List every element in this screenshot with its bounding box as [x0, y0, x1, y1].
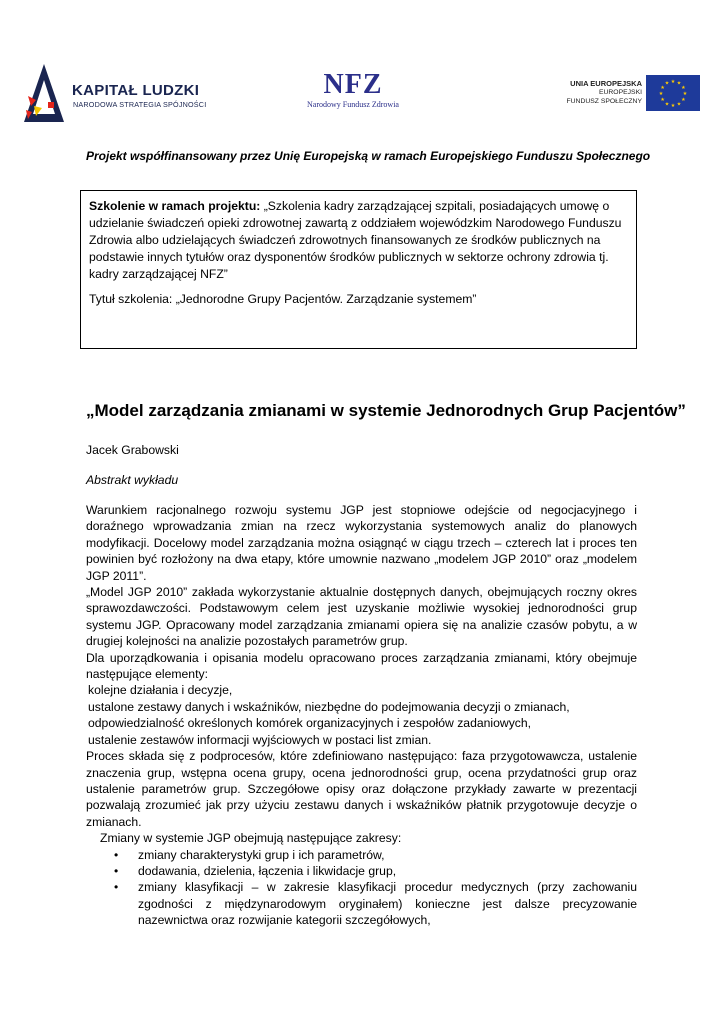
paragraph-3: Dla uporządkowania i opisania modelu opracowano proces zarządzania zmianami, który obejmuje następujące elementy:: [86, 650, 637, 682]
svg-text:★: ★: [676, 80, 682, 87]
project-text: „Szkolenia kadry zarządzającej szpitali, posiadających umowę o udzielanie świadczeń opieki zdrowotnej zawartą z oddziałem wojewódzkim Narodowego Funduszu Zdrowia albo udzielających świadczeń zdrowotnych finansowanych ze środków publicznych na podstawie innych tytułów oraz dysponentów środków publicznych w sektorze ochrony zdrowia tj. kadry zarządzającej NFZ”: [89, 199, 622, 281]
svg-text:★: ★: [681, 85, 686, 91]
paragraph-2: „Model JGP 2010” zakłada wykorzystanie aktualnie dostępnych danych, obejmujących roczny okres sprawozdawczości. Podstawowym celem jest uzyskanie możliwie wysokiej jednorodności grup systemu JGP. Opracowany model zarządzania zmianami opiera się na analizie czasów pobytu, a w drugiej kolejności na analizie pozostałych parametrów grup.: [86, 585, 637, 649]
eu-efs-logo: [560, 75, 700, 113]
svg-text:★: ★: [682, 91, 688, 97]
abstract-body: [86, 502, 637, 929]
kapital-ludzki-logo: [22, 62, 212, 126]
element-item: ustalone zestawy danych i wskaźników, niezbędne do podejmowania decyzji o zmianach,: [88, 699, 570, 714]
element-item: ustalenie zestawów informacji wyjściowych w postaci list zmian.: [88, 732, 432, 747]
eu-logo-text: [566, 79, 642, 106]
scope-item: • zmiany charakterystyki grup i ich parametrów,: [138, 847, 637, 863]
scopes-list: [86, 847, 637, 929]
svg-text:★: ★: [660, 85, 665, 91]
svg-text:★: ★: [660, 97, 665, 103]
eu-line1: UNIA EUROPEJSKA: [570, 79, 642, 88]
paragraph-5: Zmiany w systemie JGP obejmują następujące zakresy:: [100, 831, 402, 846]
eu-line2: EUROPEJSKI: [598, 89, 642, 96]
svg-text:★: ★: [681, 97, 686, 103]
element-item: odpowiedzialność określonych komórek organizacyjnych i zespołów zadaniowych,: [88, 716, 532, 731]
project-description: [89, 198, 628, 283]
kapital-ludzki-title: KAPITAŁ LUDZKI: [72, 82, 200, 99]
svg-text:★: ★: [658, 91, 664, 97]
eu-flag-icon: [646, 75, 700, 111]
nfz-mark: NFZ: [323, 69, 383, 100]
nfz-subtitle: Narodowy Fundusz Zdrowia: [307, 100, 399, 109]
project-label: Szkolenie w ramach projektu:: [89, 199, 261, 213]
cofinance-statement: Projekt współfinansowany przez Unię Europejską w ramach Europejskiego Funduszu Społecznego: [86, 149, 651, 163]
scope-item: • dodawania, dzielenia, łączenia i likwidacje grup,: [138, 863, 637, 879]
training-title: Tytuł szkolenia: „Jednorodne Grupy Pacjentów. Zarządzanie systemem”: [89, 292, 477, 306]
svg-text:★: ★: [676, 101, 682, 108]
project-info-box: [80, 190, 637, 349]
abstract-label: Abstrakt wykładu: [86, 473, 179, 487]
kapital-ludzki-subtitle: NARODOWA STRATEGIA SPÓJNOŚCI: [73, 100, 207, 109]
paragraph-1: Warunkiem racjonalnego rozwoju systemu JGP jest stopniowe odejście od negocjacyjnego i doraźnego wprowadzania zmian na rzecz wykorzystania systemowych analiz do planowych modyfikacji. Docelowy model zarządzania można osiągnąć w ciągu trzech – czterech lat i proces ten powinien być rozłożony na dwa etapy, które umownie nazwano „modelem JGP 2010” oraz „modelem JGP 2011”.: [86, 503, 637, 583]
nfz-logo: [298, 70, 408, 115]
scope-item: • zmiany klasyfikacji – w zakresie klasyfikacji procedur medycznych (przy zachowaniu zgodności z międzynarodowym oryginałem) konieczne jest dalsze precyzowanie nazewnictwa oraz rozwijanie kategorii szczegółowych,: [138, 879, 637, 928]
svg-text:★: ★: [664, 101, 670, 108]
svg-text:★: ★: [670, 79, 676, 85]
lecture-title: „Model zarządzania zmianami w systemie Jednorodnych Grup Pacjentów”: [86, 401, 686, 420]
paragraph-4: Proces składa się z podprocesów, które zdefiniowano następująco: faza przygotowawcza, ustalenie znaczenia grup, wstępna ocena grupy, ocena jednorodności grup, ocena przydatności grup oraz ustalenie parametrów grup. Szczegółowe opisy oraz dołączone przykłady zawarte w prezentacji pozwalają zrozumieć jak przy użyciu zestawu danych i wskaźników płatnik przygotowuje decyzje o zmianach.: [86, 749, 637, 829]
author: Jacek Grabowski: [86, 443, 179, 457]
kapital-ludzki-emblem-icon: [22, 62, 66, 124]
element-item: kolejne działania i decyzje,: [88, 683, 233, 698]
svg-text:★: ★: [664, 80, 670, 87]
eu-line3: FUNDUSZ SPOŁECZNY: [566, 98, 642, 105]
svg-text:★: ★: [670, 103, 676, 109]
